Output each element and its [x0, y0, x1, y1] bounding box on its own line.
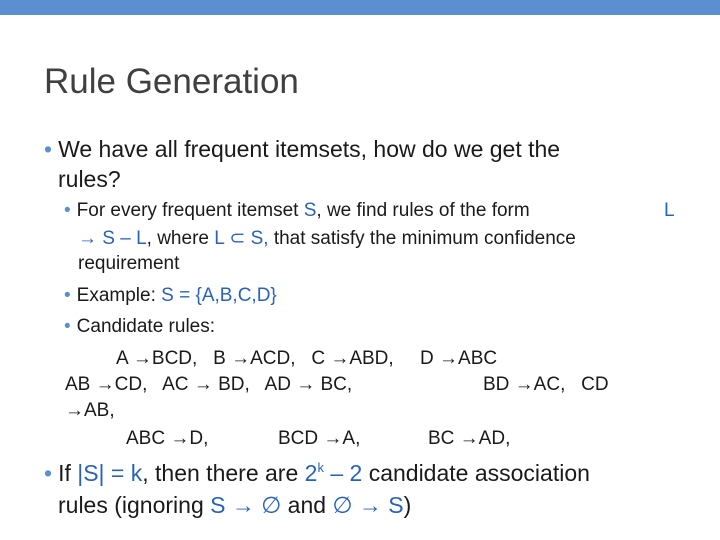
- rules-row-2a: AB →CD, AC → BD, AD → BC,: [65, 374, 353, 395]
- bullet-dot-icon: •: [64, 316, 71, 337]
- bullet-4: • Candidate rules:: [64, 316, 216, 337]
- bullet-2-line-3: requirement: [78, 253, 180, 274]
- rules-row-4c: BC →AD,: [428, 428, 511, 449]
- rules-row-4a: ABC →D,: [126, 428, 209, 449]
- bullet-5: • If |S| = k, then there are 2$^k$ – 2 candidate association: [44, 460, 590, 486]
- bullet-1-cont: rules?: [58, 166, 121, 192]
- rule-form-L: L: [664, 200, 675, 221]
- bullet-3: • Example: S = {A,B,C,D}: [64, 285, 277, 306]
- bullet-5-line-2: rules (ignoring S → ∅ and ∅ → S): [58, 492, 412, 518]
- rules-row-4b: BCD →A,: [278, 428, 361, 449]
- bullet-dot-icon: •: [64, 200, 71, 221]
- rules-row-3: →AB,: [65, 400, 115, 421]
- rules-row-2b: BD →AC, CD: [483, 374, 609, 395]
- bullet-dot-icon: •: [64, 285, 71, 306]
- bullet-2-line-2: → S – L, where L ⊂ S, that satisfy the minimum confidence: [78, 228, 576, 249]
- bullet-1: • We have all frequent itemsets, how do we get the: [44, 136, 561, 162]
- formula-2k-minus-2: 2$^k$ – 2: [304, 460, 363, 486]
- bullet-2: • For every frequent itemset S, we find rules of the form: [64, 200, 530, 221]
- header-bar: [0, 0, 720, 15]
- slide-title: Rule Generation: [44, 62, 299, 101]
- bullet-dot-icon: •: [44, 460, 53, 486]
- rules-row-1: A →BCD, B →ACD, C →ABD, D →ABC: [116, 348, 498, 369]
- bullet-dot-icon: •: [44, 136, 53, 162]
